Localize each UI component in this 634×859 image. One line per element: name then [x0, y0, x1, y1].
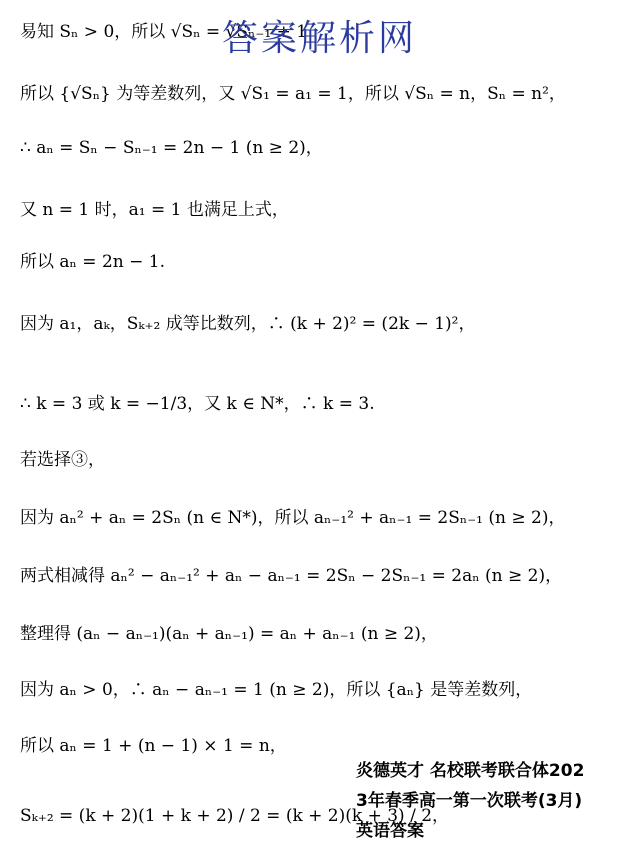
text-line-10: 两式相减得 aₙ² − aₙ₋₁² + aₙ − aₙ₋₁ = 2Sₙ − 2Sₙ₋₁ = 2aₙ (n ≥ 2)， — [20, 566, 563, 586]
text-line-8: 若选择③， — [20, 450, 105, 470]
text-line-14: Sₖ₊₂ = (k + 2)(1 + k + 2) / 2 = (k + 2)(k + 3) / 2， — [20, 806, 450, 826]
footer-line-1: 炎德英才 名校联考联合体202 — [356, 761, 585, 781]
text-line-11: 整理得 (aₙ − aₙ₋₁)(aₙ + aₙ₋₁) = aₙ + aₙ₋₁ (n ≥ 2)， — [20, 624, 438, 644]
text-line-7: ∴ k = 3 或 k = −1/3，又 k ∈ N*，∴ k = 3. — [20, 394, 375, 414]
footer-line-2: 3年春季高一第一次联考(3月) — [356, 791, 583, 811]
footer-line-3: 英语答案 — [356, 821, 424, 841]
text-line-4: 又 n = 1 时，a₁ = 1 也满足上式， — [20, 200, 289, 220]
watermark: 答案解析网 — [222, 18, 418, 59]
text-line-1: 易知 Sₙ > 0，所以 √Sₙ = √Sₙ₋₁ + 1 — [20, 22, 308, 42]
text-line-2: 所以 {√Sₙ} 为等差数列，又 √S₁ = a₁ = 1，所以 √Sₙ = n，Sₙ = n²， — [20, 84, 566, 104]
text-line-3: ∴ aₙ = Sₙ − Sₙ₋₁ = 2n − 1 (n ≥ 2)， — [20, 138, 323, 158]
text-line-6: 因为 a₁，aₖ，Sₖ₊₂ 成等比数列，∴ (k + 2)² = (2k − 1)²， — [20, 314, 476, 334]
text-line-13: 所以 aₙ = 1 + (n − 1) × 1 = n， — [20, 736, 287, 756]
text-line-12: 因为 aₙ > 0，∴ aₙ − aₙ₋₁ = 1 (n ≥ 2)，所以 {aₙ} 是等差数列， — [20, 680, 533, 700]
text-line-5: 所以 aₙ = 2n − 1. — [20, 252, 165, 272]
text-line-9: 因为 aₙ² + aₙ = 2Sₙ (n ∈ N*)，所以 aₙ₋₁² + aₙ₋₁ = 2Sₙ₋₁ (n ≥ 2)， — [20, 508, 566, 528]
